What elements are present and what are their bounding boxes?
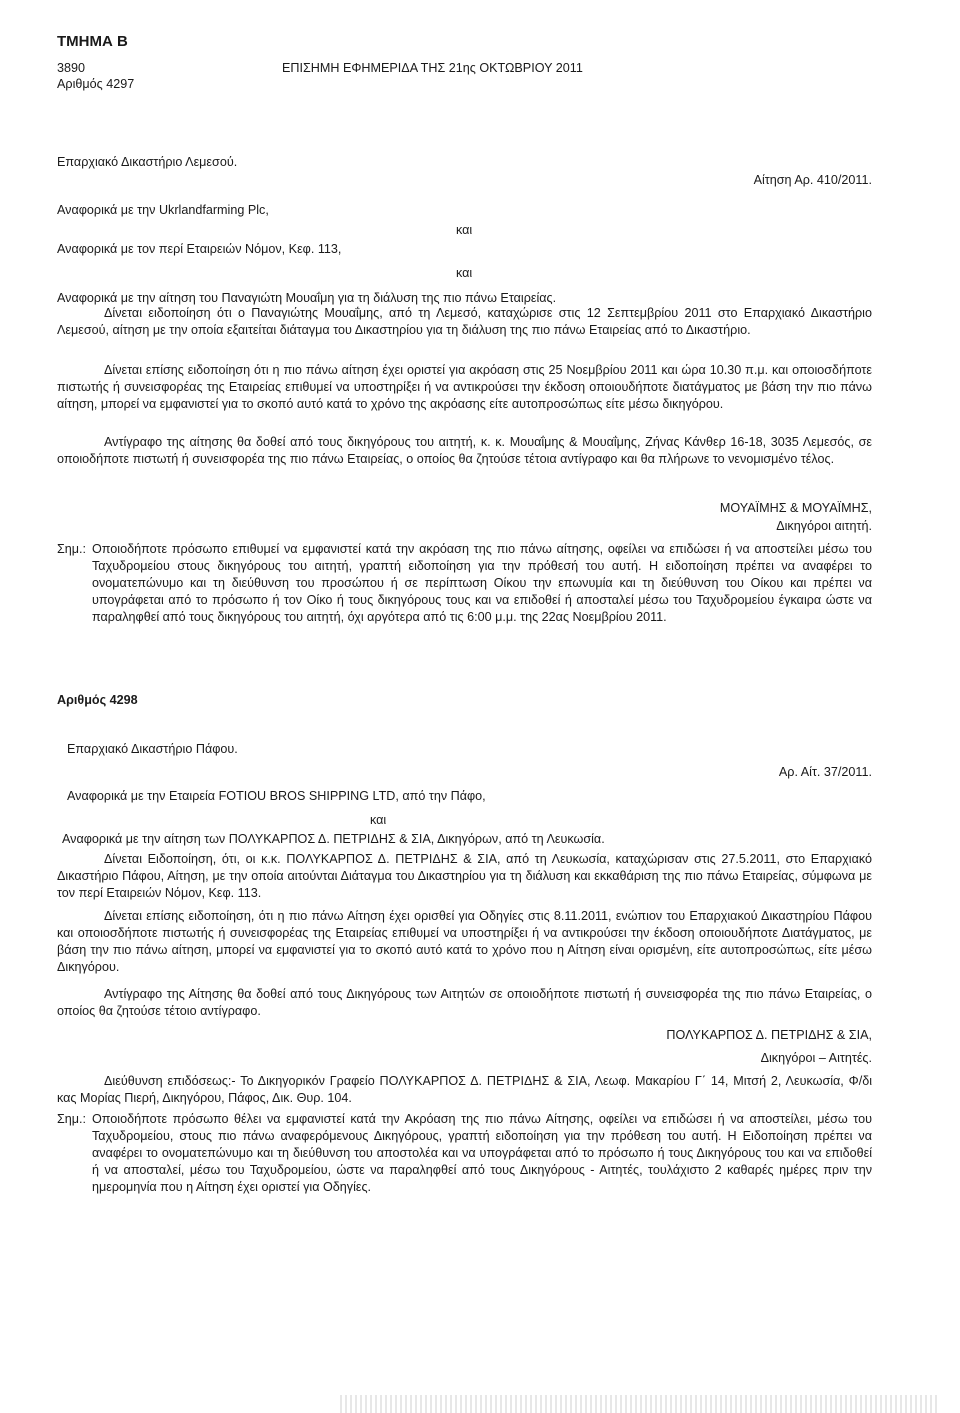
notice-4298-note-label: Σημ.:	[57, 1112, 87, 1126]
notice-4297-paragraph-1: Δίνεται ειδοποίηση ότι ο Παναγιώτης Μουαΐμης, από τη Λεμεσό, καταχώρισε στις 12 Σεπτεμβρίου 2011 στο Επαρχιακό Δικαστήριο Λεμεσού, αίτηση με την οποία εξαιτείται διάταγμα του Δικαστηρίου για τη διάλυση της πιο πάνω Εταιρείας από το Δικαστήριο.	[57, 306, 872, 337]
notice-4298-note: Οποιοδήποτε πρόσωπο θέλει να εμφανιστεί κατά την Ακρόαση της πιο πάνω Αίτησης, οφείλει να επιδώσει ή να αποστείλει, μέσω του Ταχυδρομείου, στους πιο πάνω αναφερόμενους Δικηγόρους, γραπτή ειδοποίηση για την πρόθεση του αυτή. Η Ειδοποίηση πρέπει να αναφέρει το ονοματεπώνυμο και τη διεύθυνση του αποστολέα και να υπογράφεται από το πρόσωπο ή τους Δικηγόρους του και να επιδοθεί ή να αποσταλεί, μέσω του Ταχυδρομείου, ώστε να παραληφθεί από τους Δικηγόρους - Αιτητές, τουλάχιστο 2 καθαρές ημέρες πριν την ημερομηνία που η Αίτηση έχει οριστεί για Οδηγίες.	[92, 1112, 872, 1194]
notice-4297-note-label: Σημ.:	[57, 542, 87, 556]
notice-4297-note: Οποιοδήποτε πρόσωπο επιθυμεί να εμφανιστεί κατά την ακρόαση της πιο πάνω αίτησης, οφείλει να επιδώσει ή να αποστείλει μέσω του Ταχυδρομείου στους δικηγόρους του αιτητή, γραπτή ειδοποίηση για την πρόθεσή του αυτή. Η ειδοποίηση πρέπει να αναφέρει το ονοματεπώνυμο και τη διεύθυνση του προσώπου ή σε περίπτωση Οίκου την επωνυμία και τη διεύθυνση του Οίκου και πρέπει να υπογράφεται από το πρόσωπο ή τον Οίκο ή τους δικηγόρους τους και να επιδοθεί ή αποσταλεί μέσω του Ταχυδρομείου έγκαιρα ώστε να παραληφθεί από τους δικηγόρους του αιτητή, όχι αργότερα από τις 6:00 μ.μ. της 22ας Νοεμβρίου 2011.	[92, 542, 872, 624]
notice-4298-paragraph-3: Αντίγραφο της Αίτησης θα δοθεί από τους Δικηγόρους των Αιτητών σε οποιοδήποτε πιστωτή ή συνεισφορέα της πιο πάνω Εταιρείας, ο οποίος θα ζητούσε τέτοιο αντίγραφο.	[57, 987, 872, 1018]
notice-4298-reference-application: Αναφορικά με την αίτηση των ΠΟΛΥΚΑΡΠΟΣ Δ. ΠΕΤΡΙΔΗΣ & ΣΙΑ, Δικηγόρων, από τη Λευκωσία.	[62, 832, 605, 846]
notice-4297-case-number: Αίτηση Αρ. 410/2011.	[753, 173, 872, 187]
notice-4298-signatory: ΠΟΛΥΚΑΡΠΟΣ Δ. ΠΕΤΡΙΔΗΣ & ΣΙΑ,	[666, 1028, 872, 1042]
notice-4297-court: Επαρχιακό Δικαστήριο Λεμεσού.	[57, 155, 238, 169]
notice-4297-signatory-role: Δικηγόροι αιτητή.	[776, 519, 872, 533]
notice-4297-paragraph-3: Αντίγραφο της αίτησης θα δοθεί από τους δικηγόρους του αιτητή, κ. κ. Μουαΐμης & Μουαΐμης, Ζήνας Κάνθερ 16-18, 3035 Λεμεσός, σε οποιοδήποτε πιστωτή ή συνεισφορέα της πιο πάνω Εταιρείας, ο οποίος θα ζητούσε τέτοια αντίγραφο και θα πλήρωνε το νενομισμένο τέλος.	[57, 435, 872, 466]
notice-4297-paragraph-2: Δίνεται επίσης ειδοποίηση ότι η πιο πάνω αίτηση έχει οριστεί για ακρόαση στις 25 Νοεμβρίου 2011 και ώρα 10.30 π.μ. και οποιοσδήποτε πιστωτής ή συνεισφορέας της Εταιρείας επιθυμεί να υποστηρίξει ή να αντικρούσει την έκδοση οποιουδήποτε διατάγματος με βάση την πιο πάνω αίτηση, μπορεί να εμφανιστεί για το σκοπό αυτό κατά το χρόνο της ακρόασης είτε αυτοπροσώπως είτε μέσω δικηγόρου.	[57, 363, 872, 411]
notice-4297-reference-company: Αναφορικά με την Ukrlandfarming Plc,	[57, 203, 269, 217]
notice-4297-number: Αριθμός 4297	[57, 77, 135, 91]
notice-4298-and-1: και	[370, 813, 387, 827]
notice-4298-signatory-role: Δικηγόροι – Αιτητές.	[760, 1051, 872, 1065]
notice-4298-service-address: Διεύθυνση επιδόσεως:- Το Δικηγορικόν Γραφείο ΠΟΛΥΚΑΡΠΟΣ Δ. ΠΕΤΡΙΔΗΣ & ΣΙΑ, Λεωφ. Μακαρίου Γ΄ 14, Μιτσή 2, Λευκωσία, Φ/δι κας Μορίας Πιερή, Δικηγόρου, Πάφος, Δικ. Θυρ. 104.	[57, 1074, 872, 1105]
notice-4298-paragraph-1: Δίνεται Ειδοποίηση, ότι, οι κ.κ. ΠΟΛΥΚΑΡΠΟΣ Δ. ΠΕΤΡΙΔΗΣ & ΣΙΑ, από τη Λευκωσία, καταχώρισαν στις 27.5.2011, στο Επαρχιακό Δικαστήριο Πάφου, Αίτηση, με την οποία αιτούνται Διάταγμα του Δικαστηρίου για τη διάλυση και εκκαθάριση της πιο πάνω Εταιρείας, σύμφωνα με τον περί Εταιρειών Νόμον, Κεφ. 113.	[57, 852, 872, 900]
gazette-title: ΕΠΙΣΗΜΗ ΕΦΗΜΕΡΙΔΑ ΤΗΣ 21ης ΟΚΤΩΒΡΙΟΥ 2011	[282, 61, 583, 75]
notice-4298-number: Αριθμός 4298	[57, 693, 138, 707]
notice-4297-and-1: και	[456, 223, 473, 237]
section-title: ΤΜΗΜΑ Β	[57, 33, 128, 50]
page-number: 3890	[57, 61, 86, 75]
notice-4297-and-2: και	[456, 266, 473, 280]
notice-4297-signatory: ΜΟΥΑΪΜΗΣ & ΜΟΥΑΪΜΗΣ,	[719, 501, 872, 515]
notice-4298-paragraph-2: Δίνεται επίσης ειδοποίηση, ότι η πιο πάνω Αίτηση έχει ορισθεί για Οδηγίες στις 8.11.2011, ενώπιον του Επαρχιακού Δικαστηρίου Πάφου και οποιοσδήποτε πιστωτής ή συνεισφορέας της Εταιρείας επιθυμεί να υποστηρίξει ή να αντικρούσει την έκδοση οποιουδήποτε Διατάγματος, με βάση την πιο πάνω αίτηση, μπορεί να εμφανιστεί για το σκοπό αυτό κατά το χρόνο που η Αίτηση είναι ορισμένη, είτε αυτοπροσώπως, είτε μέσω Δικηγόρου.	[57, 909, 872, 974]
notice-4298-case-number: Αρ. Αίτ. 37/2011.	[778, 765, 872, 779]
scan-edge-artifact	[340, 1395, 940, 1413]
notice-4298-court: Επαρχιακό Δικαστήριο Πάφου.	[67, 742, 238, 756]
notice-4297-reference-law: Αναφορικά με τον περί Εταιρειών Νόμον, Κεφ. 113,	[57, 242, 342, 256]
notice-4297-reference-application: Αναφορικά με την αίτηση του Παναγιώτη Μουαΐμη για τη διάλυση της πιο πάνω Εταιρείας.	[57, 291, 557, 305]
notice-4298-reference-company: Αναφορικά με την Εταιρεία FOTIOU BROS SHIPPING LTD, από την Πάφο,	[67, 789, 486, 803]
